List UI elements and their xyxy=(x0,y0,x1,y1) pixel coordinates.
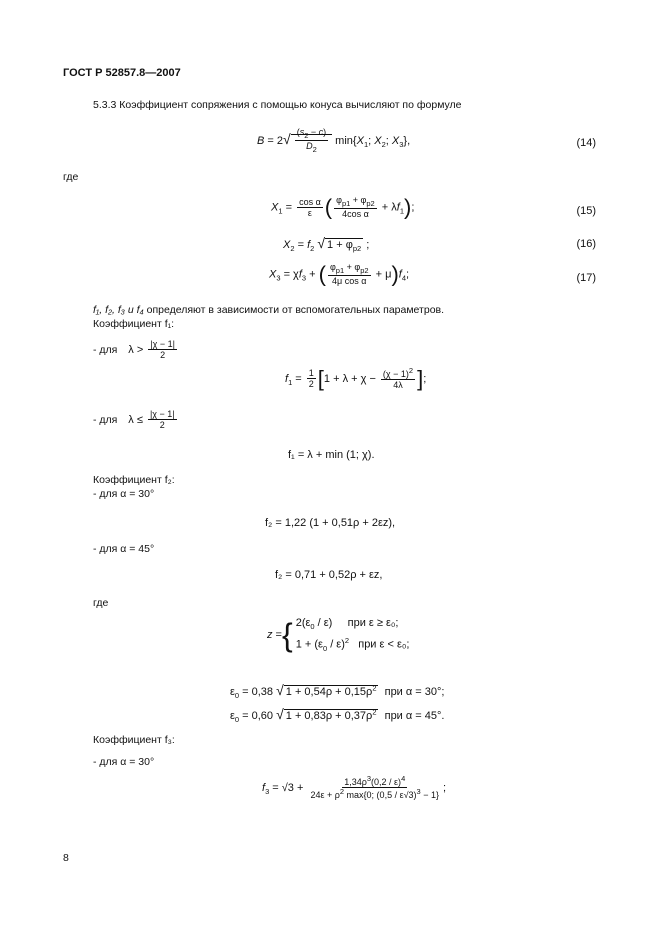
equation-number-16: (16) xyxy=(576,238,596,250)
for-label-1: - для xyxy=(93,343,118,356)
document-number: ГОСТ Р 52857.8—2007 xyxy=(63,67,181,79)
eps0-formula-30: $\varepsilon_0 = 0,38$ √ $1 + 0,54\rho + 0,15\rho^2$ при α = 30°; xyxy=(230,682,445,701)
equation-number-15: (15) xyxy=(576,205,596,217)
where-label: где xyxy=(63,171,79,183)
condition-alpha-45: - для α = 45° xyxy=(93,543,155,555)
equation-16: $X_2 = f_2$ √ $1 + \varphi_{p2}$ ; xyxy=(283,235,370,254)
f3-formula: $f_3 = √3$ + $\frac{1,34\rho^3(0,2 / \varepsilon)^4}{24\varepsilon + \rho^2 \max\{0; (0,5 / \varepsilon√3)^3 - 1\}}$ ; xyxy=(262,774,447,801)
coef-f2-label: Коэффициент f₂: xyxy=(93,474,175,486)
equation-number-17: (17) xyxy=(576,272,596,284)
page-number: 8 xyxy=(63,852,69,864)
z-piecewise: z ={ $2(\varepsilon_0 / \varepsilon)$ при ε ≥ ε₀; $1 + (\varepsilon_0 / \varepsilon)^2$ при ε < ε₀; xyxy=(267,616,410,654)
condition-2: - для λ ≤ $\frac{|\chi - 1|}{2}$ xyxy=(93,409,175,431)
equation-number-14: (14) xyxy=(576,137,596,149)
eps0-condition-45: при α = 45°. xyxy=(384,710,445,722)
where-label-2: где xyxy=(93,597,109,609)
coef-f3-label: Коэффициент f₃: xyxy=(93,734,175,746)
condition-alpha-30: - для α = 30° xyxy=(93,488,155,500)
z-case-1-condition: при ε ≥ ε₀; xyxy=(347,617,399,629)
f-parameters-paragraph xyxy=(93,304,444,316)
condition-f3-alpha-30: - для α = 30° xyxy=(93,756,155,768)
f2-formula-30: f₂ = 1,22 (1 + 0,51ρ + 2εz), xyxy=(265,517,396,529)
coef-f1-label: Коэффициент f₁: xyxy=(93,318,175,330)
equation-15: $X_1$ = $\frac{\text{cos α}}{\varepsilon}$ ( $\frac{\varphi_{p1} + \varphi_{p2}}{\text{4cos α}}$ + $\lambda f_1$); xyxy=(271,194,415,220)
eps0-formula-45: $\varepsilon_0 = 0,60$ √ $1 + 0,83\rho + 0,37\rho^2$ при α = 45°. xyxy=(230,706,445,725)
intro-paragraph: 5.3.3 Коэффициент сопряжения с помощью конуса вычисляют по формуле xyxy=(93,99,462,111)
for-label-2: - для xyxy=(93,413,118,426)
f-list: f₁, f₂, f₃ и f₄ xyxy=(93,304,144,316)
equation-17: $X_3 = \chi f_3$ + ( $\frac{\varphi_{p1} + \varphi_{p2}}{\text{4μ cos α}}$ + $\mu)f_4$; xyxy=(269,261,410,287)
eps0-condition-30: при α = 30°; xyxy=(384,686,445,698)
z-case-2-condition: при ε < ε₀; xyxy=(358,639,410,652)
f1-formula-2: f₁ = λ + min (1; χ). xyxy=(288,449,375,461)
f1-formula-1: $f_1$ = $\frac{1}{2}$ [1 + λ + χ − $\frac{(\chi - 1)^2}{4\lambda}$ ]; xyxy=(285,365,427,391)
f-parameters-text: определяют в зависимости от вспомогательных параметров. xyxy=(146,304,445,316)
equation-14: B = 2√ $\frac{(s_2 - c)}{D_2}$ $\min\{X_1$; $X_2$; $X_3$}, xyxy=(257,127,411,155)
f2-formula-45: f₂ = 0,71 + 0,52ρ + εz, xyxy=(275,569,383,581)
condition-1: - для λ > $\frac{|\chi - 1|}{2}$ xyxy=(93,339,175,361)
